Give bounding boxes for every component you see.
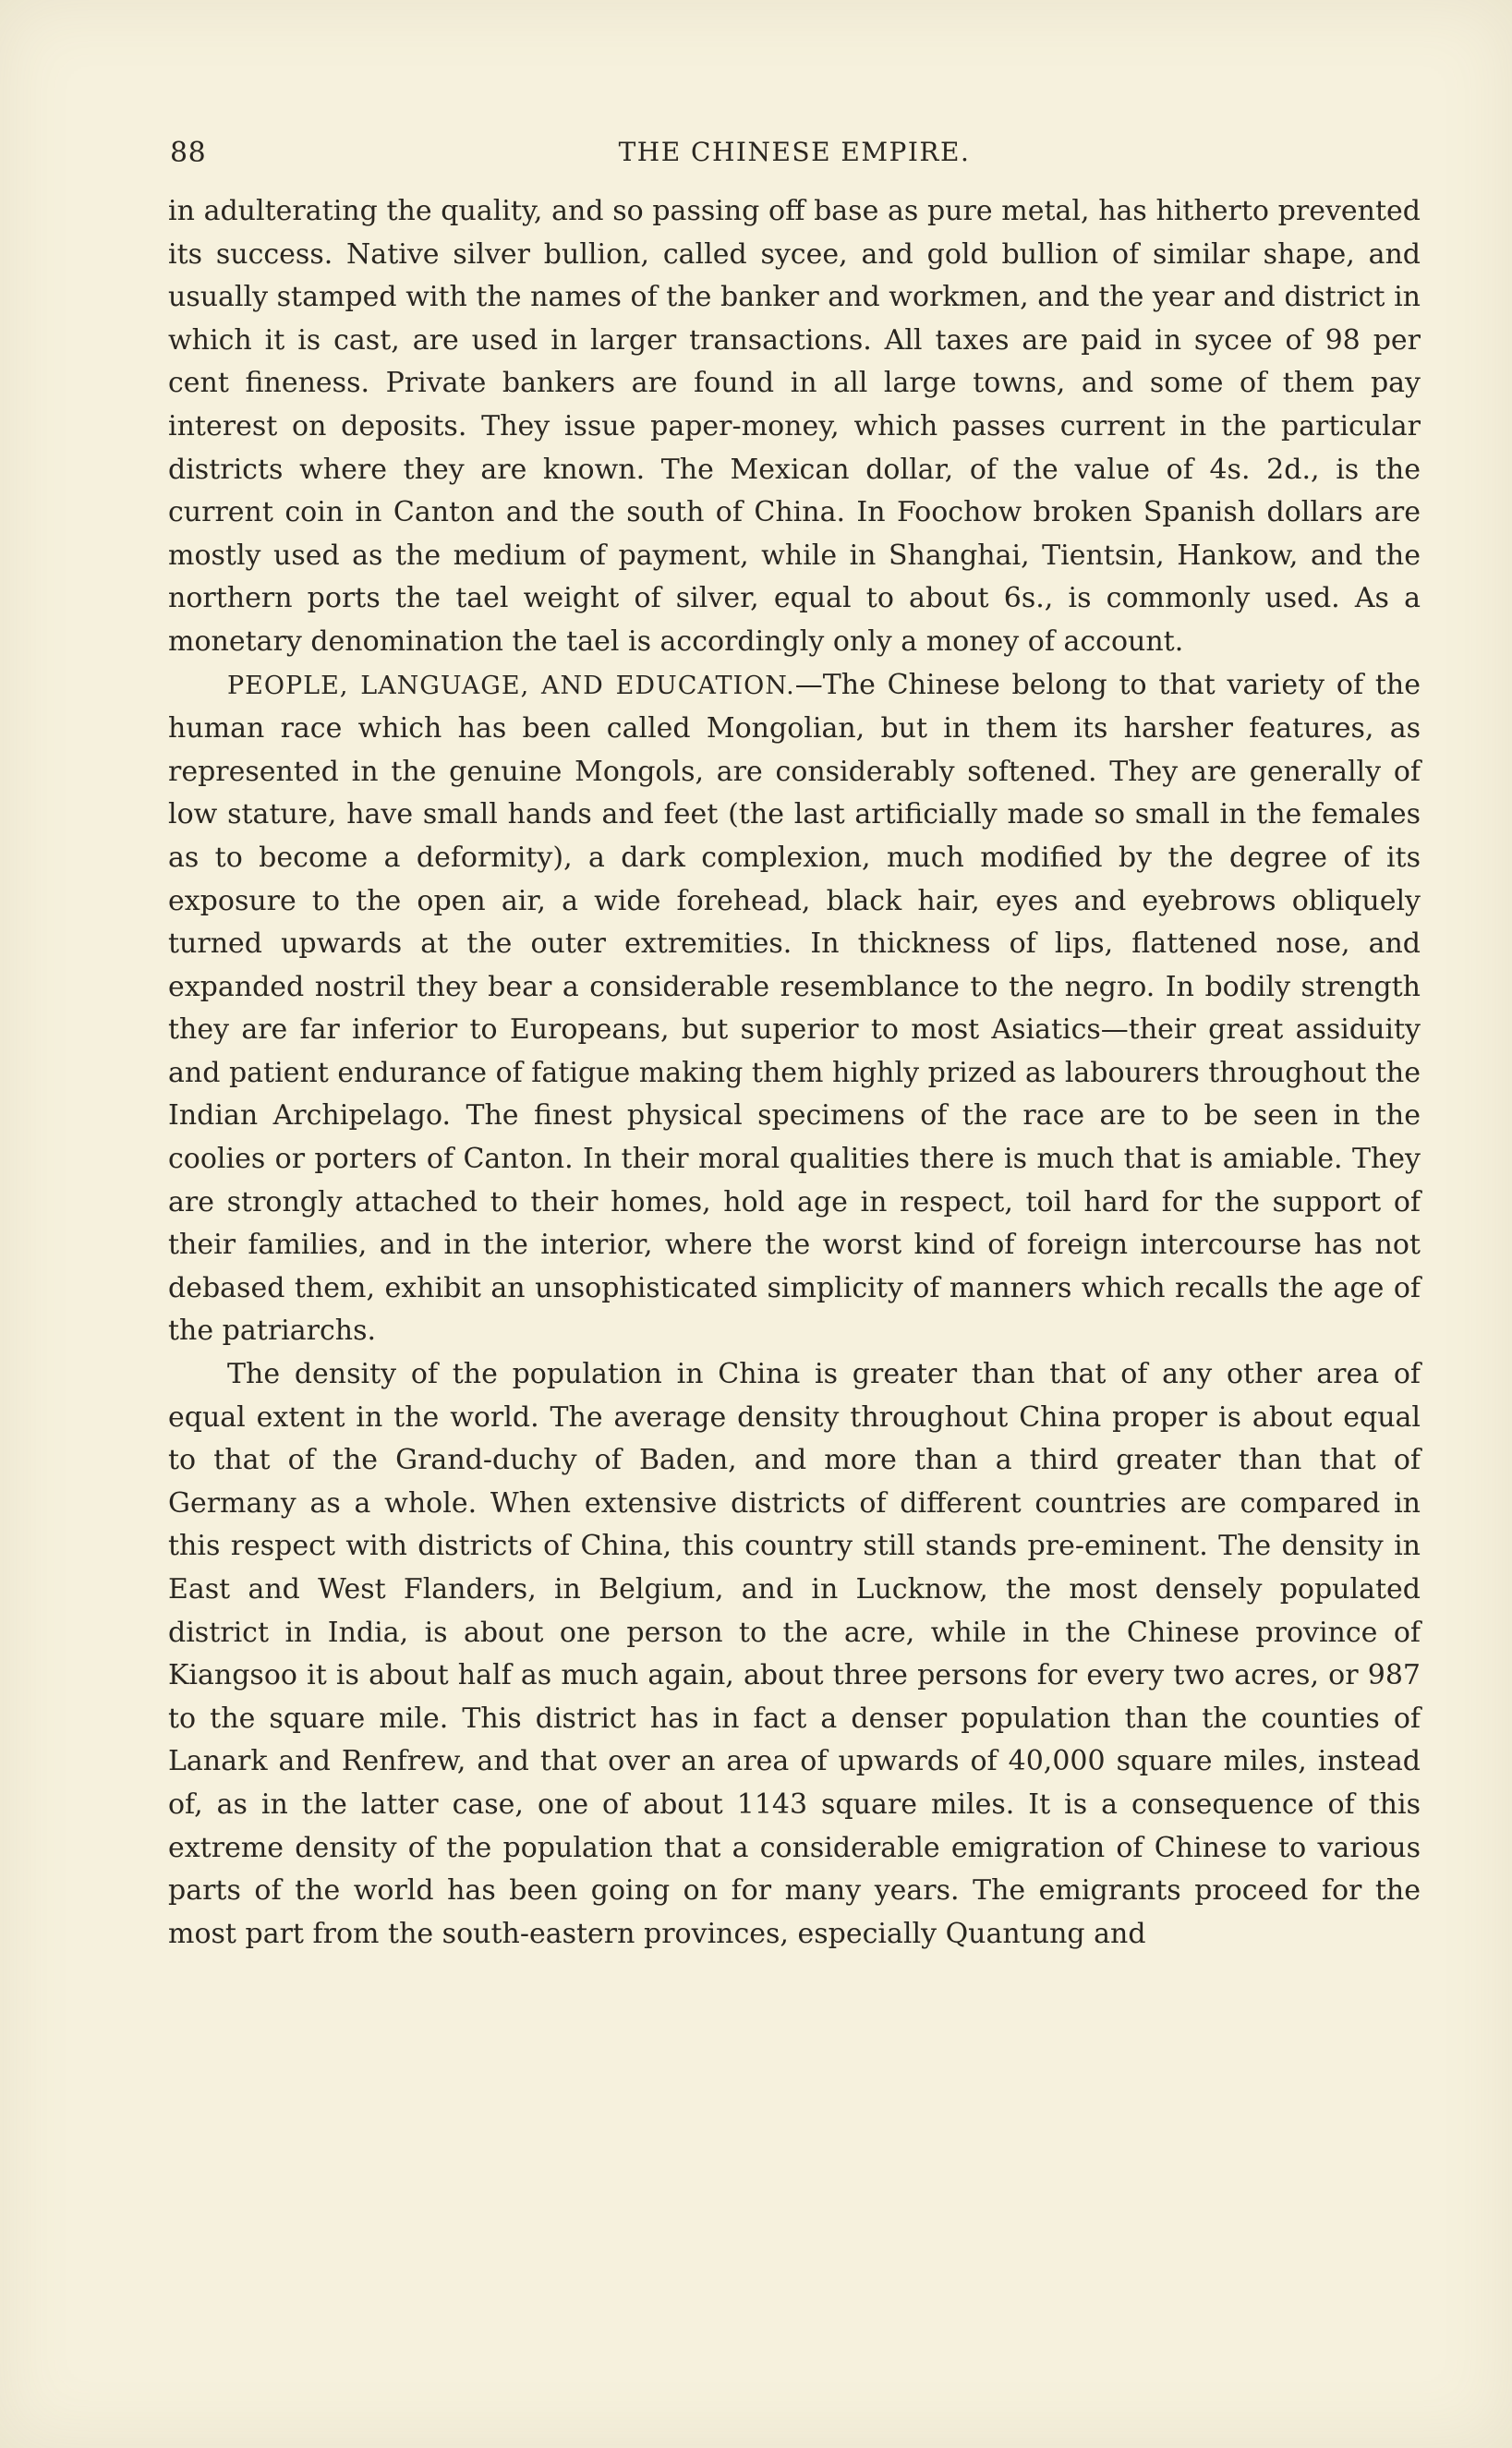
running-head — [168, 137, 1421, 174]
paragraph-density — [168, 1353, 1421, 1956]
page-number: 88 — [170, 137, 207, 169]
running-title: THE CHINESE EMPIRE. — [618, 137, 971, 167]
section-heading: PEOPLE, LANGUAGE, AND EDUCATION. — [227, 671, 795, 700]
body-text — [168, 190, 1421, 1956]
paragraph-text: The density of the population in China is greater than that of any other area of equal extent in the world. The average density throughout China proper is about equal to that of the Grand-duchy of Baden, and more than a third greater than that of Germany as a whole. When extensive districts of different countries are compared in this respect with districts of China, this country still stands pre-eminent. The density in East and West Flanders, in Belgium, and in Lucknow, the most densely populated district in India, is about one person to the acre, while in the Chinese province of Kiangsoo it is about half as much again, about three persons for every two acres, or 987 to the square mile. This district has in fact a denser population than the counties of Lanark and Renfrew, and that over an area of upwards of 40,000 square miles, instead of, as in the latter case, one of about 1143 square miles. It is a consequence of this extreme density of the population that a considerable emigration of Chinese to various parts of the world has been going on for many years. The emigrants proceed for the most part from the south-eastern provinces, especially Quantung and — [168, 1358, 1421, 1950]
paragraph-people — [168, 664, 1421, 1354]
paragraph-text: —The Chinese belong to that variety of the human race which has been called Mongolian, but in them its harsher features, as represented in the genuine Mongols, are considerably softened. They are generally of low stature, have small hands and feet (the last artificially made so small in the females as to become a deformity), a dark complexion, much modified by the degree of its exposure to the open air, a wide forehead, black hair, eyes and eyebrows obliquely turned upwards at the outer extremities. In thickness of lips, flattened nose, and expanded nostril they bear a considerable resemblance to the negro. In bodily strength they are far inferior to Europeans, but superior to most Asiatics—their great assiduity and patient endurance of fatigue making them highly prized as labourers throughout the Indian Archipelago. The finest physical specimens of the race are to be seen in the coolies or porters of Canton. In their moral qualities there is much that is amiable. They are strongly attached to their homes, hold age in respect, toil hard for the support of their families, and in the interior, where the worst kind of foreign intercourse has not debased them, exhibit an unsophisticated simplicity of manners which recalls the age of the patriarchs. — [168, 668, 1421, 1348]
paragraph-currency — [168, 190, 1421, 664]
paragraph-text: in adulterating the quality, and so passing off base as pure metal, has hitherto prevented its success. Native silver bullion, called sycee, and gold bullion of similar shape, and usually stamped with the names of the banker and workmen, and the year and district in which it is cast, are used in larger transactions. All taxes are paid in sycee of 98 per cent fineness. Private bankers are found in all large towns, and some of them pay interest on deposits. They issue paper-money, which passes current in the particular districts where they are known. The Mexican dollar, of the value of 4s. 2d., is the current coin in Canton and the south of China. In Foochow broken Spanish dollars are mostly used as the medium of payment, while in Shanghai, Tientsin, Hankow, and the northern ports the tael weight of silver, equal to about 6s., is commonly used. As a monetary denomination the tael is accordingly only a money of account. — [168, 195, 1421, 658]
book-page — [168, 137, 1421, 1956]
